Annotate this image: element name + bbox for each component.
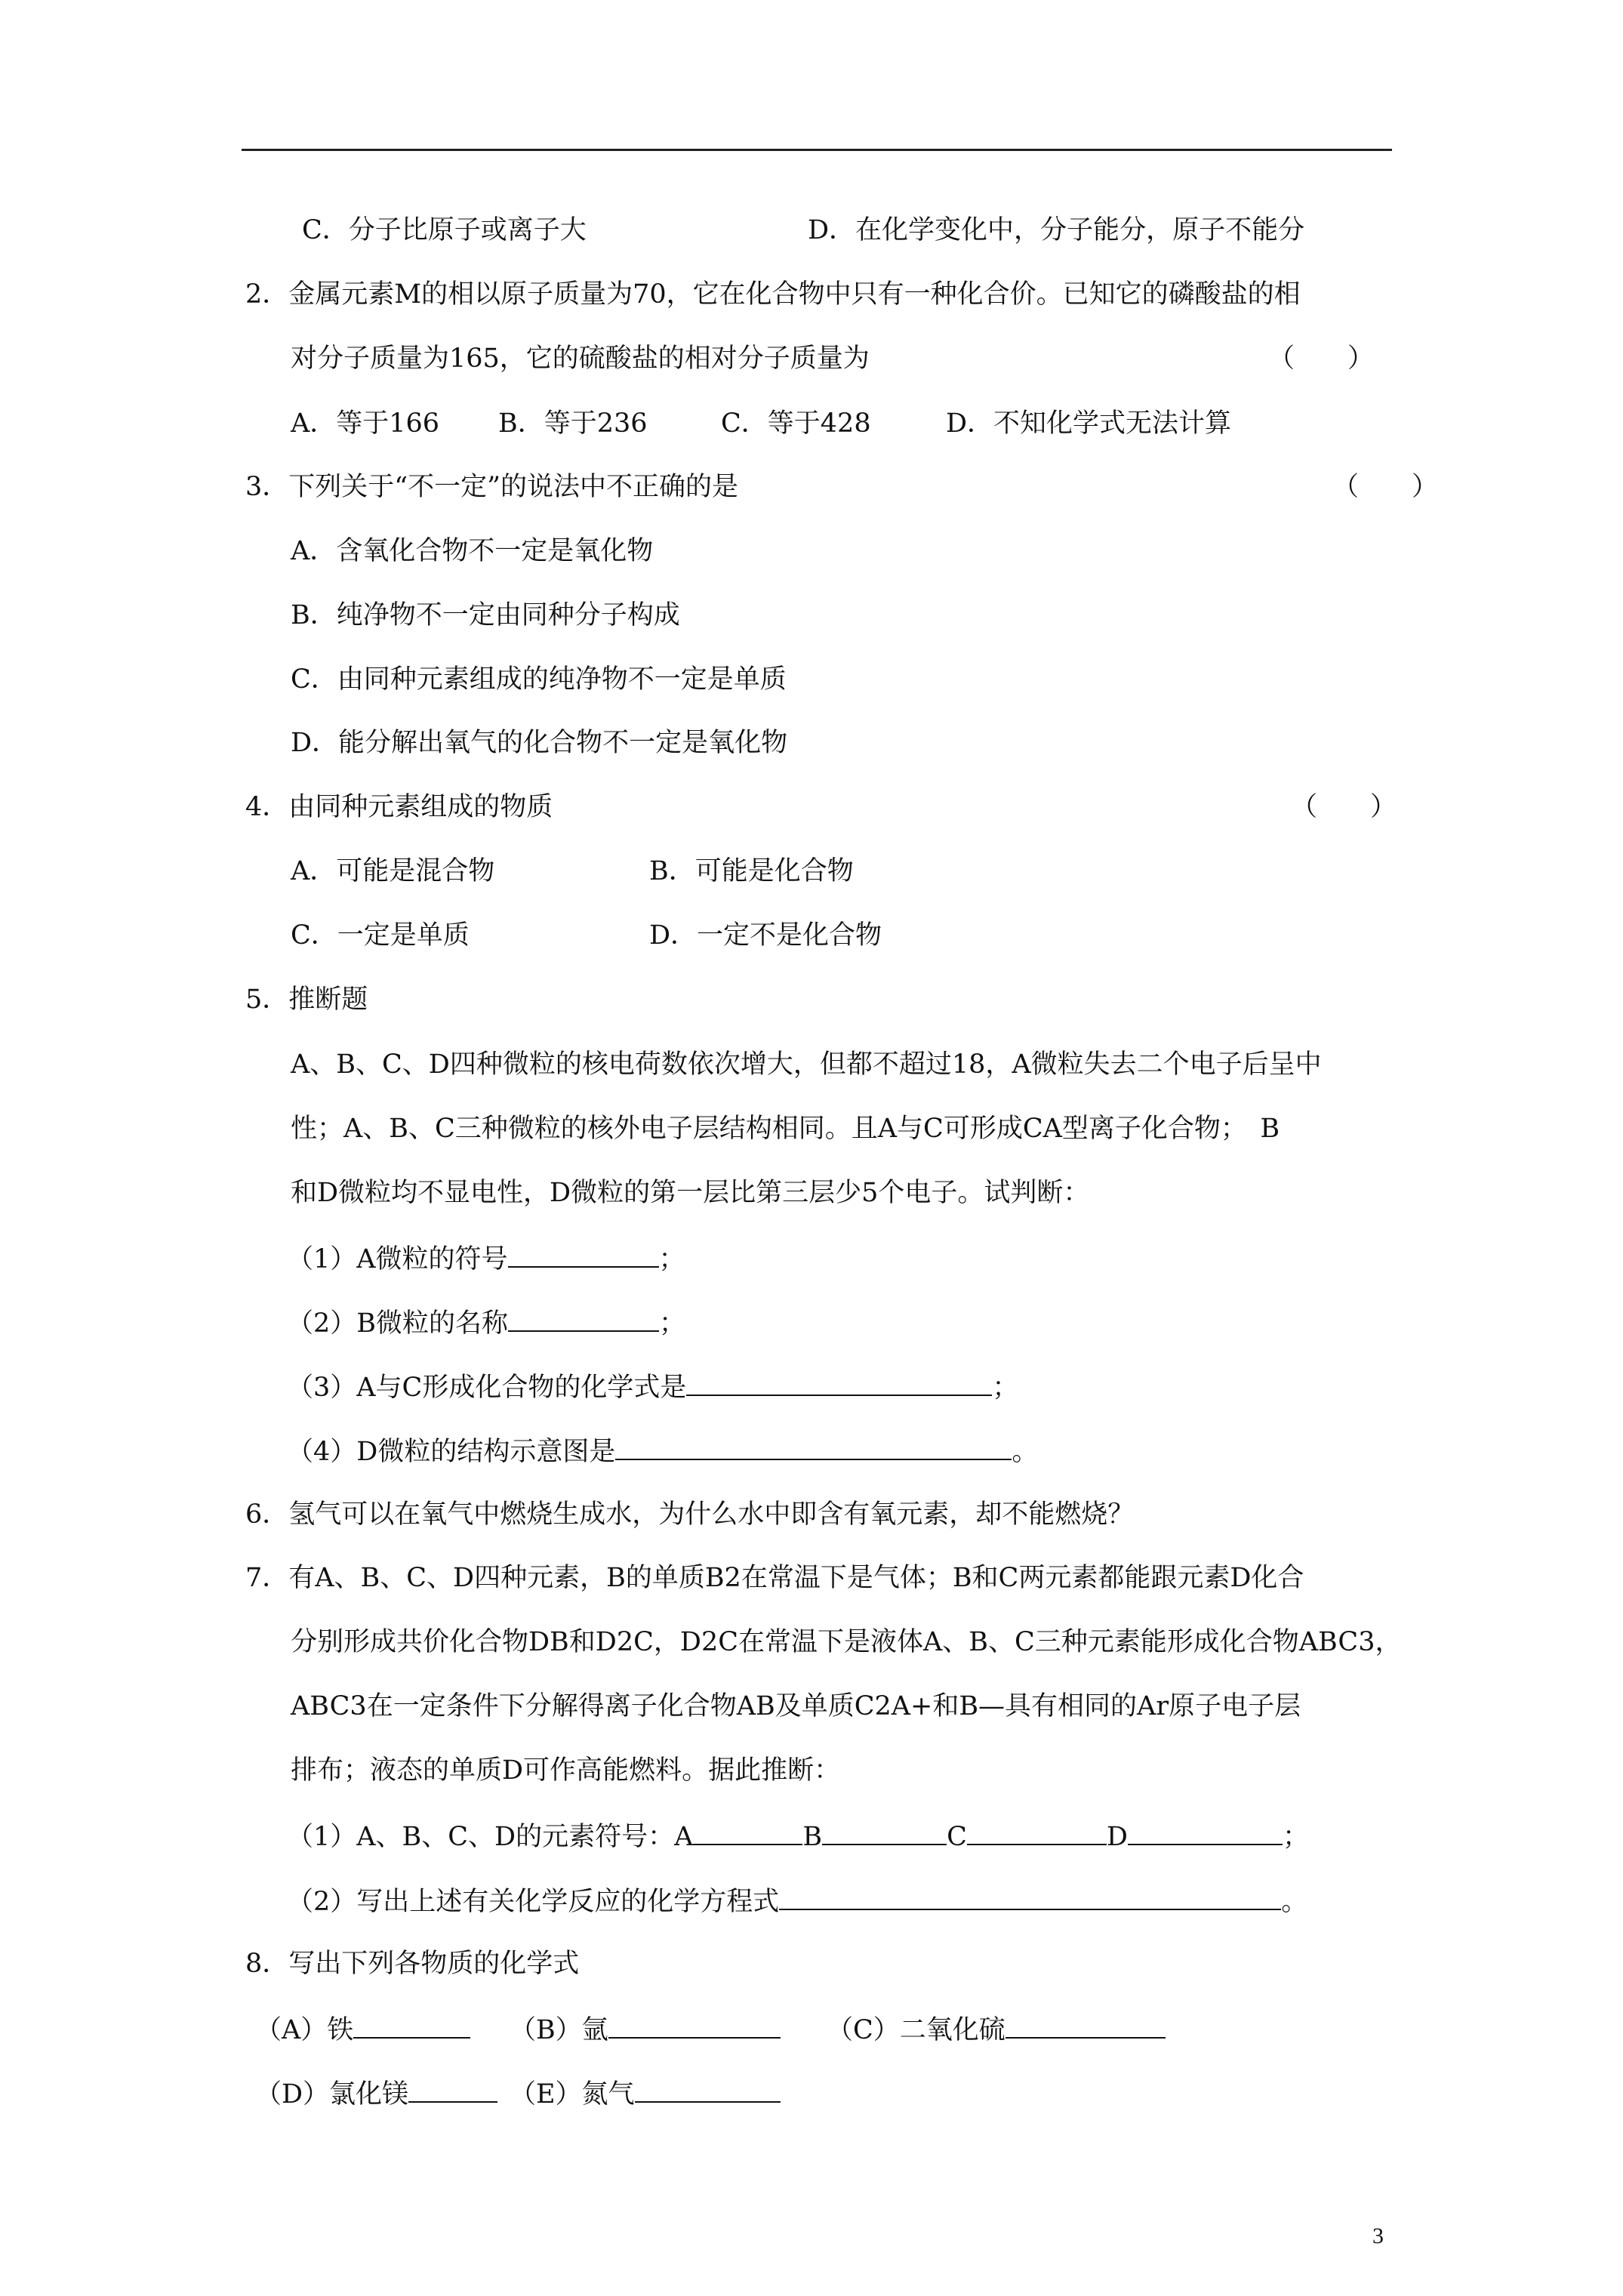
q3-answer-paren: （ ） (1332, 472, 1439, 502)
q5-sub2-label: （2）B微粒的名称 (287, 1308, 508, 1339)
q5-sub1-label: （1）A微粒的符号 (287, 1244, 508, 1274)
q7-blank-c[interactable] (967, 1818, 1107, 1845)
q5-title: 5．推断题 (245, 985, 368, 1015)
q7-line2: 分别形成共价化合物DB和D2C，D2C在常温下是液体A、B、C三种元素能形成化合物ABC3， (291, 1627, 1402, 1657)
q5-sub3 (287, 1369, 1018, 1404)
q2-answer-paren: （ ） (1268, 344, 1375, 374)
q8-item-d-blank[interactable] (408, 2076, 497, 2103)
q8-item-c (827, 2011, 1166, 2047)
q5-body-line1: A、B、C、D四种微粒的核电荷数依次增大，但都不超过18，A微粒失去二个电子后呈中 (291, 1049, 1322, 1080)
q8-item-e-label: （E）氮气 (510, 2079, 635, 2110)
q7-blank-d[interactable] (1128, 1818, 1283, 1845)
q2-stem-line2: 对分子质量为165，它的硫酸盐的相对分子质量为 (291, 344, 870, 374)
q5-sub2 (287, 1305, 685, 1340)
q3-option-d: D．能分解出氧气的化合物不一定是氧化物 (291, 728, 788, 758)
q8-item-e-blank[interactable] (635, 2076, 781, 2103)
q4-option-a: A．可能是混合物 (291, 856, 495, 886)
q8-item-b-label: （B）氩 (510, 2015, 608, 2045)
q3-option-c: C．由同种元素组成的纯净物不一定是单质 (291, 664, 787, 695)
q8-item-b-blank[interactable] (608, 2011, 781, 2039)
q4-option-c: C．一定是单质 (291, 920, 470, 951)
q7-sub2-label: （2）写出上述有关化学反应的化学方程式 (287, 1887, 780, 1917)
q7-sub1 (287, 1818, 1309, 1854)
q7-blank-a[interactable] (693, 1818, 802, 1845)
page-number: 3 (1372, 2224, 1384, 2248)
q7-line3: ABC3在一定条件下分解得离子化合物AB及单质C2A+和B—具有相同的Ar原子电子层 (291, 1691, 1301, 1721)
header-rule (242, 149, 1392, 151)
q8-item-b (510, 2011, 781, 2047)
q8-item-a-label: （A）铁 (255, 2015, 354, 2045)
q4-answer-paren: （ ） (1291, 792, 1397, 822)
q8-stem: 8．写出下列各物质的化学式 (245, 1949, 580, 1979)
q8-item-a-blank[interactable] (353, 2011, 470, 2039)
q7-sub1-d: D (1106, 1822, 1128, 1852)
q8-item-e (510, 2076, 781, 2111)
q4-option-b: B．可能是化合物 (649, 856, 854, 886)
q7-blank-b[interactable] (822, 1818, 947, 1845)
q4-stem: 4．由同种元素组成的物质 (245, 792, 553, 822)
q5-sub4-blank[interactable] (615, 1433, 1012, 1460)
q5-sub3-end: ； (992, 1373, 1019, 1403)
q8-item-d-label: （D）氯化镁 (255, 2079, 409, 2110)
q5-sub4-label: （4）D微粒的结构示意图是 (287, 1437, 616, 1467)
q4-option-d: D．一定不是化合物 (649, 920, 882, 951)
q5-body-line2: 性；A、B、C三种微粒的核外电子层结构相同。且A与C可形成CA型离子化合物； B (291, 1114, 1280, 1144)
q7-sub1-b: B (802, 1822, 823, 1852)
q8-item-d (255, 2076, 497, 2111)
q6-text: 6．氢气可以在氧气中燃烧生成水，为什么水中即含有氧元素，却不能燃烧？ (245, 1499, 1135, 1530)
q7-sub1-c: C (947, 1822, 967, 1852)
q7-sub2 (287, 1883, 1307, 1918)
q3-option-b: B．纯净物不一定由同种分子构成 (291, 600, 680, 630)
q7-line4: 排布；液态的单质D可作高能燃料。据此推断： (291, 1755, 841, 1786)
q7-line1: 7．有A、B、C、D四种元素，B的单质B2在常温下是气体；B和C两元素都能跟元素D化合 (245, 1563, 1304, 1593)
q7-sub1-label: （1）A、B、C、D的元素符号：A (287, 1822, 694, 1852)
q2-option-a: A．等于166 (291, 408, 440, 439)
q1-option-c: C．分子比原子或离子大 (302, 215, 587, 245)
q5-sub1-end: ； (658, 1244, 685, 1274)
q8-item-c-label: （C）二氧化硫 (827, 2015, 1006, 2045)
q5-sub1 (287, 1240, 685, 1276)
q5-sub2-end: ； (659, 1308, 686, 1339)
q3-stem: 3．下列关于“不一定”的说法中不正确的是 (245, 472, 739, 502)
q5-sub3-label: （3）A与C形成化合物的化学式是 (287, 1373, 687, 1403)
q1-option-d: D．在化学变化中，分子能分，原子不能分 (808, 215, 1305, 245)
q8-item-a (255, 2011, 470, 2047)
q7-sub2-end: 。 (1281, 1887, 1308, 1917)
q3-option-a: A．含氧化合物不一定是氧化物 (291, 536, 654, 566)
q7-sub1-end: ； (1282, 1822, 1309, 1852)
q5-sub4-end: 。 (1012, 1437, 1039, 1467)
q5-sub3-blank[interactable] (686, 1369, 992, 1396)
q7-sub2-blank[interactable] (779, 1883, 1281, 1910)
q2-stem-line1: 2．金属元素M的相以原子质量为70，它在化合物中只有一种化合价。已知它的磷酸盐的相 (245, 279, 1301, 310)
q5-sub4 (287, 1433, 1038, 1469)
q2-option-c: C．等于428 (721, 408, 871, 439)
q2-option-b: B．等于236 (498, 408, 648, 439)
q8-item-c-blank[interactable] (1006, 2011, 1166, 2039)
q2-option-d: D．不知化学式无法计算 (946, 408, 1232, 439)
q5-sub2-blank[interactable] (508, 1305, 659, 1332)
q5-sub1-blank[interactable] (508, 1240, 659, 1268)
q5-body-line3: 和D微粒均不显电性，D微粒的第一层比第三层少5个电子。试判断： (291, 1178, 1090, 1208)
